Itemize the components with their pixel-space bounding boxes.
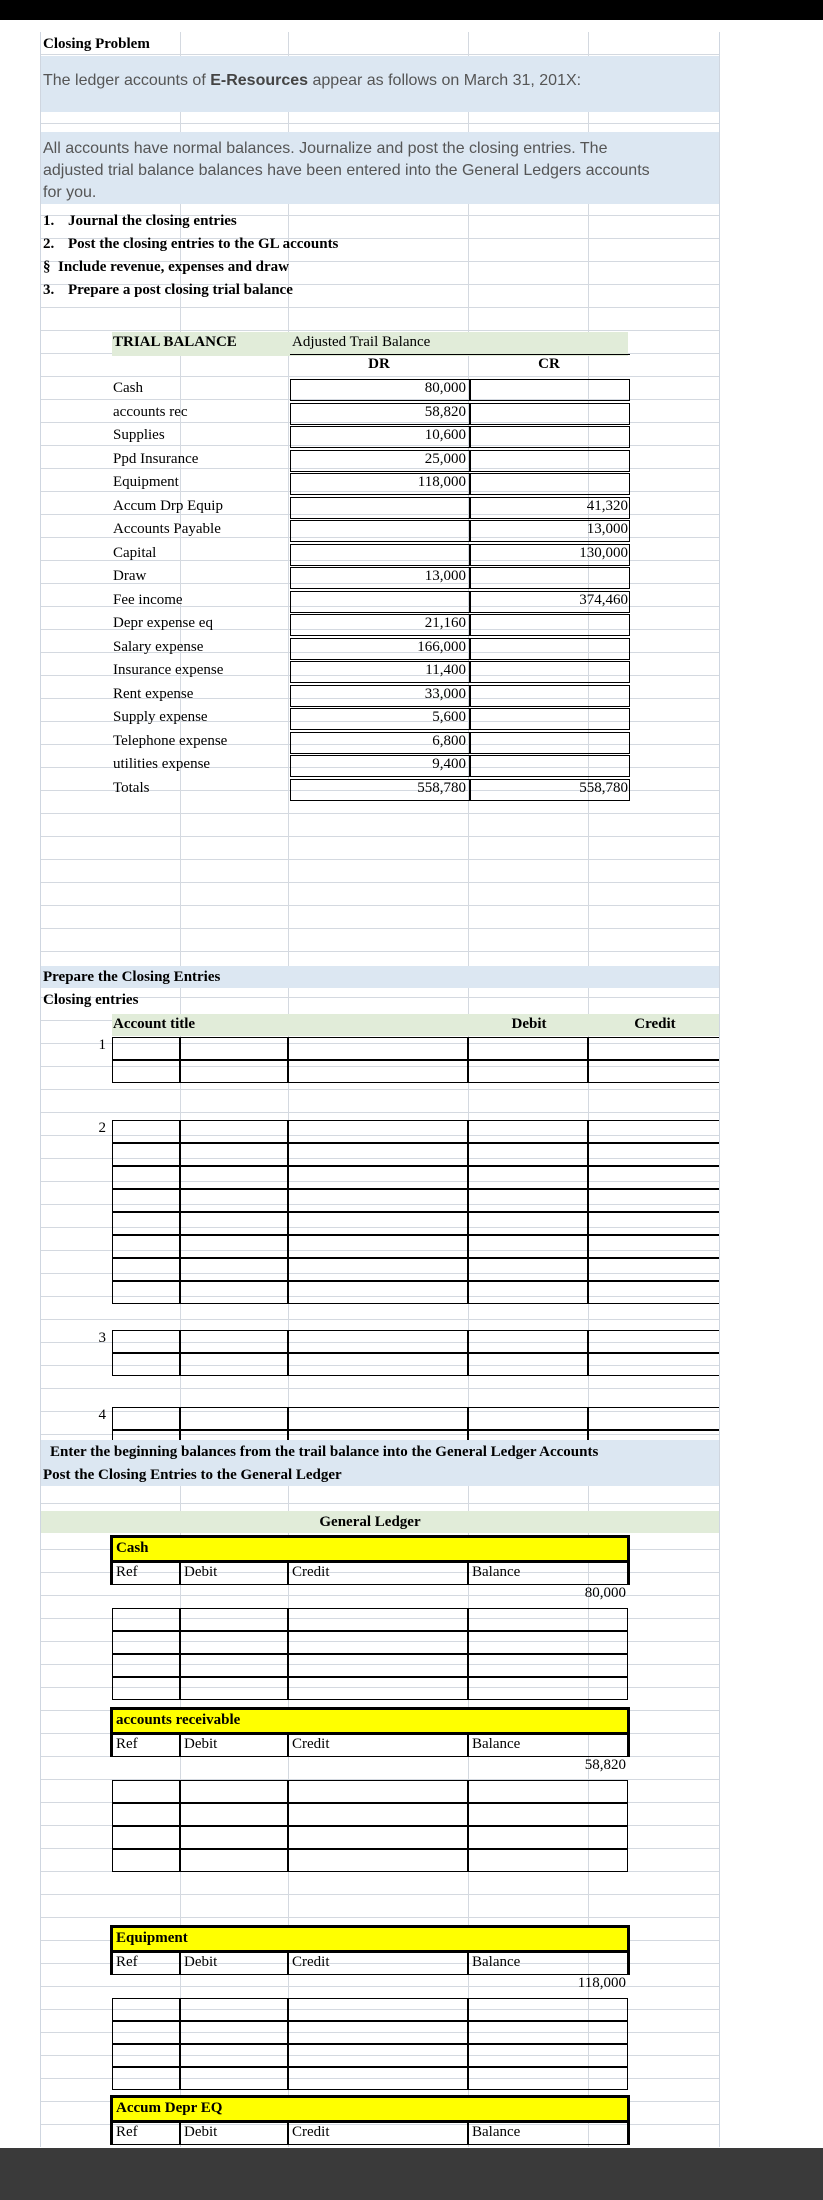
closing-entry-cell[interactable] bbox=[588, 1407, 720, 1430]
closing-entry-cell[interactable] bbox=[112, 1235, 180, 1258]
note-line-2: adjusted trial balance balances have been entered into the General Ledgers accounts bbox=[43, 162, 650, 179]
gl-account-name: Cash bbox=[116, 1540, 149, 1556]
gl-cell[interactable] bbox=[288, 1631, 468, 1654]
gl-account-name-bar bbox=[110, 1925, 630, 1953]
tb-dr-value: 25,000 bbox=[424, 450, 466, 467]
closing-entry-cell[interactable] bbox=[288, 1235, 468, 1258]
tb-cr-cell[interactable] bbox=[470, 638, 630, 660]
gl-cell[interactable] bbox=[112, 2044, 180, 2067]
gl-cell[interactable] bbox=[468, 1677, 628, 1700]
closing-entry-cell[interactable] bbox=[468, 1120, 588, 1143]
closing-entry-cell[interactable] bbox=[288, 1281, 468, 1304]
instruction-number: 1. bbox=[43, 213, 55, 229]
page-title: Closing Problem bbox=[43, 36, 150, 52]
gl-account-name-bar bbox=[110, 1535, 630, 1563]
closing-entry-cell[interactable] bbox=[468, 1143, 588, 1166]
closing-entry-cell[interactable] bbox=[288, 1407, 468, 1430]
gl-cell[interactable] bbox=[468, 2044, 628, 2067]
grid-line bbox=[40, 859, 720, 860]
gl-col-balance: Balance bbox=[472, 1564, 521, 1580]
gl-cell[interactable] bbox=[112, 1826, 180, 1849]
grid-line bbox=[40, 307, 720, 308]
closing-entry-cell[interactable] bbox=[112, 1258, 180, 1281]
gl-cell[interactable] bbox=[468, 1561, 628, 1585]
tb-cr-value: 13,000 bbox=[586, 521, 628, 537]
closing-entry-cell[interactable] bbox=[468, 1353, 588, 1376]
grid-line bbox=[40, 376, 720, 377]
gl-cell[interactable] bbox=[112, 1561, 180, 1585]
closing-entry-cell[interactable] bbox=[112, 1281, 180, 1304]
gl-col-credit: Credit bbox=[292, 1564, 330, 1580]
grid-line bbox=[40, 1112, 720, 1113]
gl-cell[interactable] bbox=[180, 1998, 288, 2021]
gl-cell[interactable] bbox=[180, 1826, 288, 1849]
grid-line bbox=[40, 951, 720, 952]
closing-entry-cell[interactable] bbox=[112, 1353, 180, 1376]
gl-cell[interactable] bbox=[180, 1608, 288, 1631]
gl-cell[interactable] bbox=[112, 1733, 180, 1757]
col-debit: Debit bbox=[511, 1016, 547, 1032]
gl-col-debit: Debit bbox=[184, 1564, 218, 1580]
gl-cell[interactable] bbox=[288, 1849, 468, 1872]
closing-entry-cell[interactable] bbox=[288, 1212, 468, 1235]
gl-instruction-2: Post the Closing Entries to the General Ledger bbox=[43, 1467, 342, 1483]
closing-entry-cell[interactable] bbox=[468, 1235, 588, 1258]
gl-cell[interactable] bbox=[468, 1608, 628, 1631]
closing-entry-cell[interactable] bbox=[468, 1258, 588, 1281]
tb-account: Ppd Insurance bbox=[113, 450, 199, 467]
tb-dr-cell[interactable] bbox=[290, 520, 470, 542]
gl-col-ref: Ref bbox=[116, 1954, 138, 1970]
tb-account: Equipment bbox=[113, 474, 179, 490]
entry-number: 1 bbox=[98, 1037, 106, 1053]
gl-account-name: Accum Depr EQ bbox=[116, 2100, 223, 2116]
gl-instruction-1: Enter the beginning balances from the trail balance into the General Ledger Accounts bbox=[50, 1444, 599, 1460]
closing-entry-cell[interactable] bbox=[588, 1353, 720, 1376]
gl-cell[interactable] bbox=[180, 2021, 288, 2044]
tb-account: Accum Drp Equip bbox=[113, 497, 223, 514]
gl-cell[interactable] bbox=[112, 2021, 180, 2044]
gl-cell[interactable] bbox=[288, 1826, 468, 1849]
closing-entry-cell[interactable] bbox=[288, 1060, 468, 1083]
closing-entry-cell[interactable] bbox=[180, 1330, 288, 1353]
tb-cr-cell[interactable] bbox=[470, 403, 630, 425]
closing-entry-cell[interactable] bbox=[288, 1037, 468, 1060]
gl-account-name: Equipment bbox=[116, 1930, 188, 1946]
gl-cell[interactable] bbox=[468, 2121, 628, 2145]
tb-cr-cell[interactable] bbox=[470, 732, 630, 754]
tb-dr-value: 13,000 bbox=[424, 568, 466, 584]
tb-cr-value: 374,460 bbox=[579, 591, 628, 608]
spreadsheet bbox=[40, 32, 720, 2147]
gl-cell[interactable] bbox=[468, 1998, 628, 2021]
col-credit: Credit bbox=[634, 1016, 676, 1032]
closing-entry-cell[interactable] bbox=[180, 1258, 288, 1281]
gl-cell[interactable] bbox=[180, 2121, 288, 2145]
instruction-text: Include revenue, expenses and draw bbox=[58, 259, 289, 275]
closing-entry-cell[interactable] bbox=[468, 1060, 588, 1083]
gl-col-balance: Balance bbox=[472, 1954, 521, 1970]
gl-account-name: accounts receivable bbox=[116, 1712, 241, 1728]
tb-account: accounts rec bbox=[113, 403, 188, 420]
gl-cell[interactable] bbox=[468, 2067, 628, 2090]
closing-subheading: Closing entries bbox=[43, 992, 139, 1008]
closing-entry-cell[interactable] bbox=[288, 1120, 468, 1143]
tb-cr-cell[interactable] bbox=[470, 379, 630, 401]
tb-dr-cell[interactable] bbox=[290, 544, 470, 566]
tb-dr-cell[interactable] bbox=[290, 497, 470, 519]
tb-cr-cell[interactable] bbox=[470, 755, 630, 777]
note-line-1: All accounts have normal balances. Journalize and post the closing entries. The bbox=[43, 140, 608, 157]
tb-cr-cell[interactable] bbox=[470, 661, 630, 683]
gl-cell[interactable] bbox=[112, 1849, 180, 1872]
grid-line bbox=[40, 813, 720, 814]
instruction-text: Journal the closing entries bbox=[68, 213, 237, 229]
closing-entry-cell[interactable] bbox=[180, 1037, 288, 1060]
tb-cr-value: 41,320 bbox=[586, 497, 628, 514]
general-ledger-title: General Ledger bbox=[319, 1514, 421, 1530]
tb-account: Draw bbox=[113, 568, 147, 584]
closing-entry-cell[interactable] bbox=[288, 1258, 468, 1281]
tb-cr-value: 130,000 bbox=[579, 544, 628, 561]
adjusted-trial-balance-header: Adjusted Trail Balance bbox=[292, 334, 431, 350]
closing-entry-cell[interactable] bbox=[588, 1060, 720, 1083]
gl-cell[interactable] bbox=[468, 1654, 628, 1677]
grid-line bbox=[40, 928, 720, 929]
closing-entry-cell[interactable] bbox=[180, 1212, 288, 1235]
tb-dr-value: 33,000 bbox=[424, 685, 466, 702]
instruction-number: 2. bbox=[43, 236, 55, 252]
gl-cell[interactable] bbox=[468, 1826, 628, 1849]
gl-cell[interactable] bbox=[112, 2067, 180, 2090]
closing-entry-cell[interactable] bbox=[288, 1166, 468, 1189]
grid-line bbox=[40, 836, 720, 837]
closing-entry-cell[interactable] bbox=[180, 1120, 288, 1143]
gl-col-balance: Balance bbox=[472, 1736, 521, 1752]
gl-cell[interactable] bbox=[288, 1608, 468, 1631]
tb-account: Supply expense bbox=[113, 709, 208, 725]
tb-dr-value: 11,400 bbox=[425, 662, 466, 678]
tb-top-rule bbox=[290, 354, 630, 356]
tb-account: Telephone expense bbox=[113, 732, 228, 749]
grid-line bbox=[40, 905, 720, 906]
closing-entry-cell[interactable] bbox=[468, 1407, 588, 1430]
tb-cr-cell[interactable] bbox=[470, 708, 630, 730]
tb-account: Supplies bbox=[113, 427, 165, 443]
gl-cell[interactable] bbox=[288, 2067, 468, 2090]
gl-cell[interactable] bbox=[180, 2067, 288, 2090]
closing-entry-cell[interactable] bbox=[468, 1330, 588, 1353]
closing-entry-cell[interactable] bbox=[180, 1281, 288, 1304]
top-bar bbox=[0, 0, 823, 20]
gl-col-credit: Credit bbox=[292, 1736, 330, 1752]
tb-cr-value: 558,780 bbox=[579, 779, 628, 796]
closing-entry-cell[interactable] bbox=[588, 1166, 720, 1189]
closing-entry-cell[interactable] bbox=[112, 1060, 180, 1083]
tb-account: Rent expense bbox=[113, 685, 194, 702]
gl-opening-balance: 80,000 bbox=[584, 1585, 626, 1601]
gl-cell[interactable] bbox=[288, 1561, 468, 1585]
closing-entry-cell[interactable] bbox=[112, 1330, 180, 1353]
tb-account: Capital bbox=[113, 544, 157, 561]
closing-entry-cell[interactable] bbox=[112, 1037, 180, 1060]
instruction-text: Post the closing entries to the GL accounts bbox=[68, 236, 339, 252]
grid-line bbox=[40, 1089, 720, 1090]
cr-header: CR bbox=[538, 356, 560, 372]
gl-cell[interactable] bbox=[112, 1951, 180, 1975]
gl-cell[interactable] bbox=[180, 2044, 288, 2067]
tb-dr-value: 166,000 bbox=[417, 638, 466, 655]
gl-cell[interactable] bbox=[180, 1561, 288, 1585]
closing-entry-cell[interactable] bbox=[288, 1353, 468, 1376]
intro-text: The ledger accounts of E-Resources appear as follows on March 31, 201X: bbox=[43, 72, 582, 89]
grid-line bbox=[40, 882, 720, 883]
closing-entry-cell[interactable] bbox=[112, 1120, 180, 1143]
closing-entry-cell[interactable] bbox=[468, 1189, 588, 1212]
tb-cr-cell[interactable] bbox=[470, 473, 630, 495]
entry-number: 4 bbox=[98, 1407, 106, 1423]
closing-entry-cell[interactable] bbox=[288, 1330, 468, 1353]
gl-cell[interactable] bbox=[112, 1654, 180, 1677]
gl-col-debit: Debit bbox=[184, 1954, 218, 1970]
gl-cell[interactable] bbox=[288, 1733, 468, 1757]
tb-cr-cell[interactable] bbox=[470, 426, 630, 448]
closing-entry-cell[interactable] bbox=[112, 1189, 180, 1212]
grid-line bbox=[40, 1503, 720, 1504]
closing-entry-cell[interactable] bbox=[288, 1189, 468, 1212]
grid-line bbox=[40, 54, 720, 55]
tb-dr-value: 9,400 bbox=[432, 756, 466, 772]
gl-cell[interactable] bbox=[288, 2021, 468, 2044]
grid-line bbox=[40, 1319, 720, 1320]
gl-cell[interactable] bbox=[180, 1849, 288, 1872]
closing-entry-cell[interactable] bbox=[588, 1212, 720, 1235]
closing-entry-cell[interactable] bbox=[468, 1037, 588, 1060]
gl-cell[interactable] bbox=[288, 1677, 468, 1700]
closing-entry-cell[interactable] bbox=[588, 1143, 720, 1166]
tb-dr-value: 558,780 bbox=[417, 779, 466, 796]
gl-opening-balance: 118,000 bbox=[577, 1975, 626, 1991]
entry-number: 2 bbox=[98, 1120, 106, 1136]
gl-col-debit: Debit bbox=[184, 2124, 218, 2140]
grid-line bbox=[40, 997, 720, 998]
closing-entry-cell[interactable] bbox=[180, 1143, 288, 1166]
gl-cell[interactable] bbox=[112, 1677, 180, 1700]
gl-cell[interactable] bbox=[468, 1849, 628, 1872]
gl-col-ref: Ref bbox=[116, 1564, 138, 1580]
gl-cell[interactable] bbox=[468, 1733, 628, 1757]
closing-entry-cell[interactable] bbox=[468, 1281, 588, 1304]
tb-dr-cell[interactable] bbox=[290, 591, 470, 613]
tb-dr-value: 6,800 bbox=[432, 732, 466, 749]
tb-cr-cell[interactable] bbox=[470, 567, 630, 589]
tb-account: Depr expense eq bbox=[113, 615, 213, 631]
instruction-text: Prepare a post closing trial balance bbox=[68, 282, 293, 298]
grid-line bbox=[40, 330, 720, 331]
gl-cell[interactable] bbox=[288, 1654, 468, 1677]
trial-balance-label: TRIAL BALANCE bbox=[113, 334, 237, 350]
closing-entry-cell[interactable] bbox=[588, 1120, 720, 1143]
gl-col-debit: Debit bbox=[184, 1736, 218, 1752]
gl-cell[interactable] bbox=[180, 1677, 288, 1700]
gl-cell[interactable] bbox=[468, 1780, 628, 1803]
closing-entry-cell[interactable] bbox=[468, 1212, 588, 1235]
grid-line bbox=[40, 123, 720, 124]
gl-cell[interactable] bbox=[180, 1631, 288, 1654]
closing-entry-cell[interactable] bbox=[180, 1166, 288, 1189]
closing-entry-cell[interactable] bbox=[588, 1281, 720, 1304]
tb-account: Fee income bbox=[113, 591, 183, 608]
gl-cell[interactable] bbox=[288, 1803, 468, 1826]
tb-cr-cell[interactable] bbox=[470, 685, 630, 707]
tb-dr-value: 5,600 bbox=[432, 709, 466, 725]
gl-col-ref: Ref bbox=[116, 2124, 138, 2140]
gl-cell[interactable] bbox=[468, 1631, 628, 1654]
gl-cell[interactable] bbox=[288, 1998, 468, 2021]
gl-opening-balance: 58,820 bbox=[584, 1757, 626, 1773]
tb-cr-cell[interactable] bbox=[470, 614, 630, 636]
tb-dr-value: 10,600 bbox=[424, 427, 466, 443]
gl-col-ref: Ref bbox=[116, 1736, 138, 1752]
gl-col-credit: Credit bbox=[292, 1954, 330, 1970]
gl-cell[interactable] bbox=[180, 1654, 288, 1677]
gl-cell[interactable] bbox=[180, 1780, 288, 1803]
gl-cell[interactable] bbox=[468, 1951, 628, 1975]
gl-cell[interactable] bbox=[180, 1951, 288, 1975]
bottom-bar bbox=[0, 2148, 823, 2200]
closing-entry-cell[interactable] bbox=[468, 1166, 588, 1189]
closing-entry-cell[interactable] bbox=[588, 1258, 720, 1281]
closing-heading: Prepare the Closing Entries bbox=[43, 969, 221, 985]
tb-account: Cash bbox=[113, 380, 143, 396]
col-account-title: Account title bbox=[113, 1016, 196, 1032]
closing-entry-cell[interactable] bbox=[588, 1330, 720, 1353]
tb-dr-value: 80,000 bbox=[424, 380, 466, 396]
tb-dr-value: 21,160 bbox=[424, 615, 466, 631]
gl-cell[interactable] bbox=[112, 1780, 180, 1803]
closing-entry-cell[interactable] bbox=[588, 1189, 720, 1212]
tb-account: Salary expense bbox=[113, 638, 204, 655]
gl-cell[interactable] bbox=[180, 1733, 288, 1757]
closing-entry-cell[interactable] bbox=[180, 1353, 288, 1376]
closing-entry-cell[interactable] bbox=[112, 1407, 180, 1430]
gl-cell[interactable] bbox=[180, 1803, 288, 1826]
gl-cell[interactable] bbox=[468, 1803, 628, 1826]
note-line-3: for you. bbox=[43, 184, 97, 201]
closing-entry-cell[interactable] bbox=[588, 1037, 720, 1060]
closing-entry-cell[interactable] bbox=[588, 1235, 720, 1258]
tb-dr-value: 118,000 bbox=[417, 474, 466, 490]
gl-cell[interactable] bbox=[468, 2021, 628, 2044]
closing-entry-cell[interactable] bbox=[112, 1143, 180, 1166]
closing-entry-cell[interactable] bbox=[180, 1407, 288, 1430]
grid-line bbox=[40, 1917, 720, 1918]
tb-account: Insurance expense bbox=[113, 662, 224, 678]
tb-account: Accounts Payable bbox=[113, 521, 221, 537]
closing-entry-cell[interactable] bbox=[180, 1060, 288, 1083]
tb-account: utilities expense bbox=[113, 756, 211, 772]
tb-dr-value: 58,820 bbox=[424, 403, 466, 420]
closing-entry-cell[interactable] bbox=[112, 1166, 180, 1189]
gl-cell[interactable] bbox=[112, 1998, 180, 2021]
dr-header: DR bbox=[368, 356, 390, 372]
gl-cell[interactable] bbox=[112, 1803, 180, 1826]
gl-cell[interactable] bbox=[288, 1780, 468, 1803]
gl-cell[interactable] bbox=[288, 1951, 468, 1975]
gl-cell[interactable] bbox=[288, 2044, 468, 2067]
tb-account: Totals bbox=[113, 779, 150, 796]
closing-entry-cell[interactable] bbox=[288, 1143, 468, 1166]
closing-entry-cell[interactable] bbox=[112, 1212, 180, 1235]
instruction-number: § bbox=[43, 259, 51, 275]
gl-cell[interactable] bbox=[288, 2121, 468, 2145]
grid-line bbox=[40, 1388, 720, 1389]
closing-entry-cell[interactable] bbox=[180, 1235, 288, 1258]
entry-number: 3 bbox=[98, 1330, 106, 1346]
gl-cell[interactable] bbox=[112, 1608, 180, 1631]
closing-entry-cell[interactable] bbox=[180, 1189, 288, 1212]
grid-line bbox=[40, 1894, 720, 1895]
tb-cr-cell[interactable] bbox=[470, 450, 630, 472]
gl-col-credit: Credit bbox=[292, 2124, 330, 2140]
gl-col-balance: Balance bbox=[472, 2124, 521, 2140]
gl-cell[interactable] bbox=[112, 1631, 180, 1654]
instruction-number: 3. bbox=[43, 282, 55, 298]
gl-cell[interactable] bbox=[112, 2121, 180, 2145]
